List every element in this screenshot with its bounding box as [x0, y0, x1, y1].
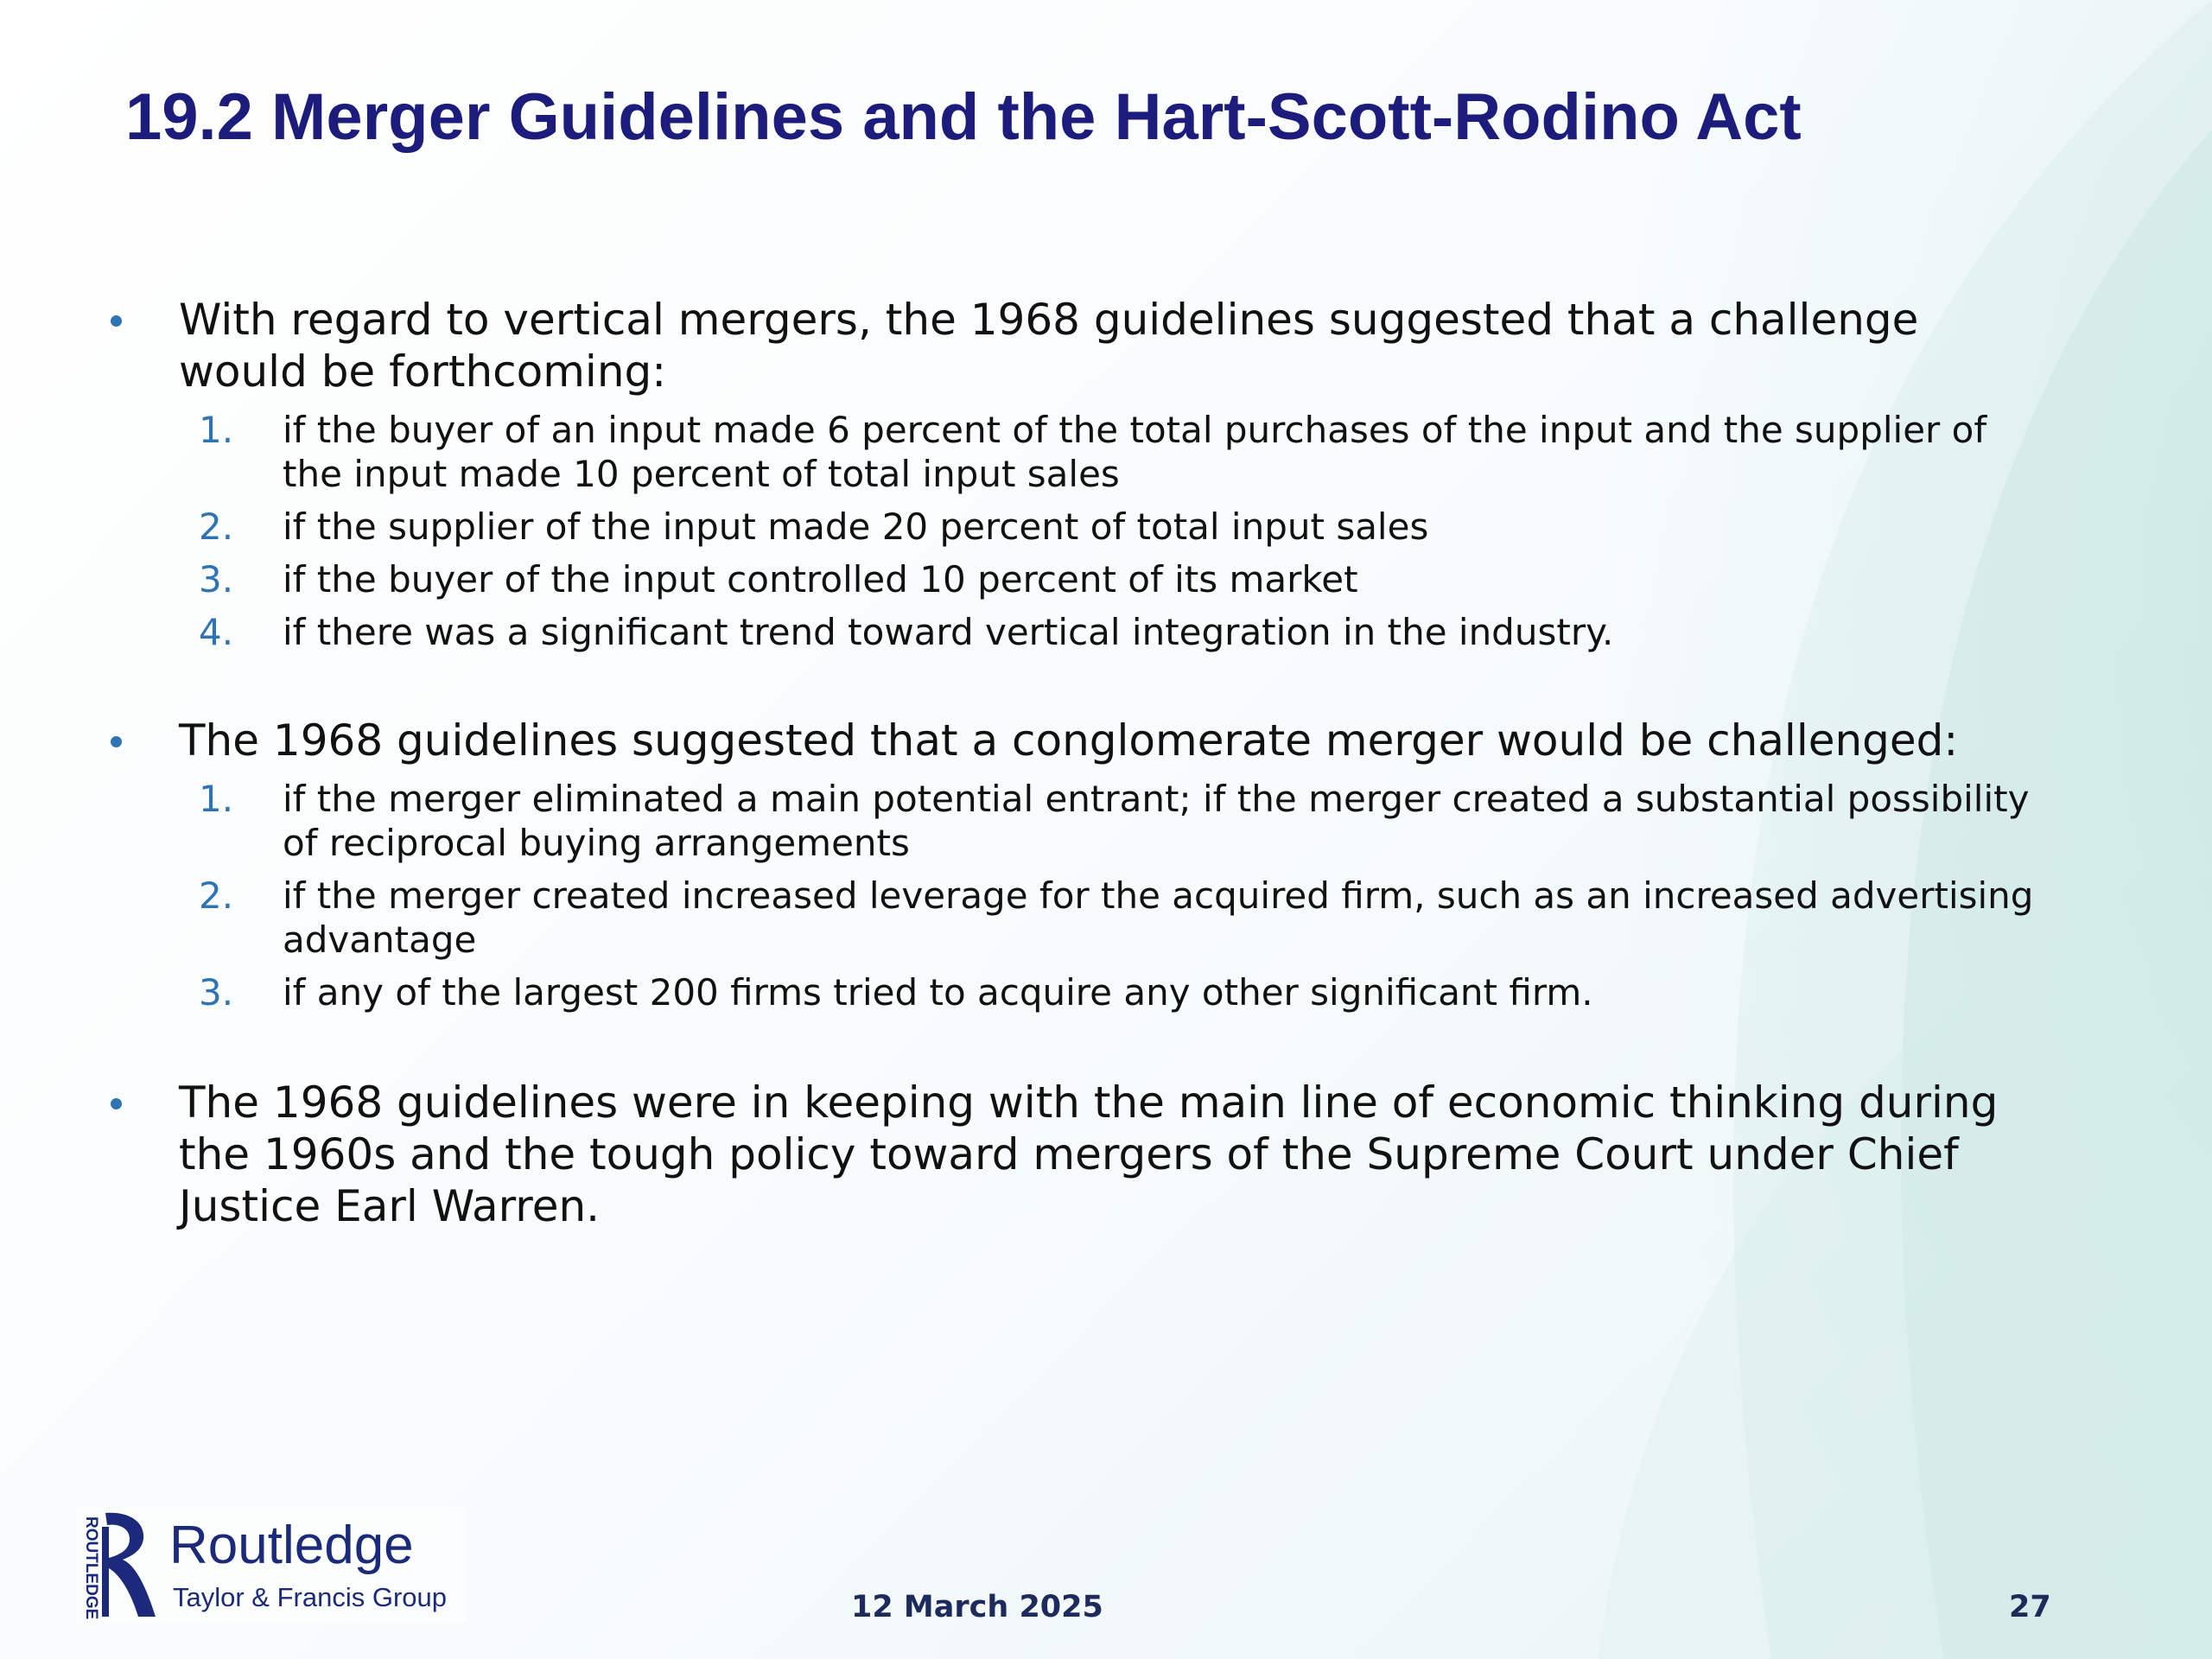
list-item-text: if there was a significant trend toward vertical integration in the industry. [283, 611, 1614, 653]
list-item [108, 505, 2052, 549]
list-item-number: 4. [199, 611, 234, 653]
list-item [108, 610, 2052, 654]
logo-name: Routledge [169, 1516, 414, 1575]
bullet-dot-icon [111, 315, 122, 327]
bullet-vertical-mergers [108, 294, 2052, 654]
list-item-number: 3. [199, 558, 234, 601]
bullet-text: The 1968 guidelines suggested that a conglomerate merger would be challenged: [179, 715, 1959, 766]
bullet-dot-icon [111, 1098, 122, 1109]
list-item-number: 1. [199, 409, 234, 451]
list-item [108, 408, 2052, 496]
list-item [108, 557, 2052, 601]
numbered-list [179, 777, 2052, 1014]
page-number: 27 [2009, 1590, 2051, 1624]
logo-subtitle: Taylor & Francis Group [173, 1582, 447, 1612]
list-item-text: if the supplier of the input made 20 percent of total input sales [283, 505, 1429, 548]
routledge-head-logo-icon [100, 1511, 157, 1618]
bullet-dot-icon [111, 736, 122, 747]
list-item-text: if any of the largest 200 firms tried to acquire any other significant firm. [283, 971, 1593, 1014]
list-item-text: if the buyer of the input controlled 10 percent of its market [283, 558, 1358, 601]
numbered-list [179, 408, 2052, 654]
list-item-text: if the buyer of an input made 6 percent of the total purchases of the input and the supplier of the input made 10 percent of total input sales [283, 409, 1987, 495]
slide-content [108, 294, 2052, 1232]
bullet-text: With regard to vertical mergers, the 1968 guidelines suggested that a challenge would be forthcoming: [179, 295, 1919, 397]
list-item [108, 777, 2052, 865]
list-item-number: 2. [199, 874, 234, 917]
slide-title: 19.2 Merger Guidelines and the Hart-Scott-Rodino Act [125, 80, 1802, 154]
list-item-number: 3. [199, 971, 234, 1014]
bullet-conglomerate-mergers [108, 715, 2052, 1014]
list-item [108, 874, 2052, 962]
list-item-number: 1. [199, 778, 234, 820]
routledge-logo [76, 1508, 467, 1622]
list-item-text: if the merger created increased leverage for the acquired firm, such as an increased advertising advantage [283, 874, 2034, 961]
bullet-text: The 1968 guidelines were in keeping with the main line of economic thinking during the 1960s and the tough policy toward mergers of the Supreme Court under Chief Justice Earl Warren. [179, 1077, 1999, 1231]
logo-side-text: ROUTLEDGE [82, 1516, 100, 1620]
bullet-economic-thinking [108, 1077, 2052, 1232]
list-item [108, 970, 2052, 1014]
footer-date: 12 March 2025 [851, 1590, 1103, 1624]
list-item-number: 2. [199, 505, 234, 548]
list-item-text: if the merger eliminated a main potential entrant; if the merger created a substantial possibility of reciprocal buying arrangements [283, 778, 2030, 864]
